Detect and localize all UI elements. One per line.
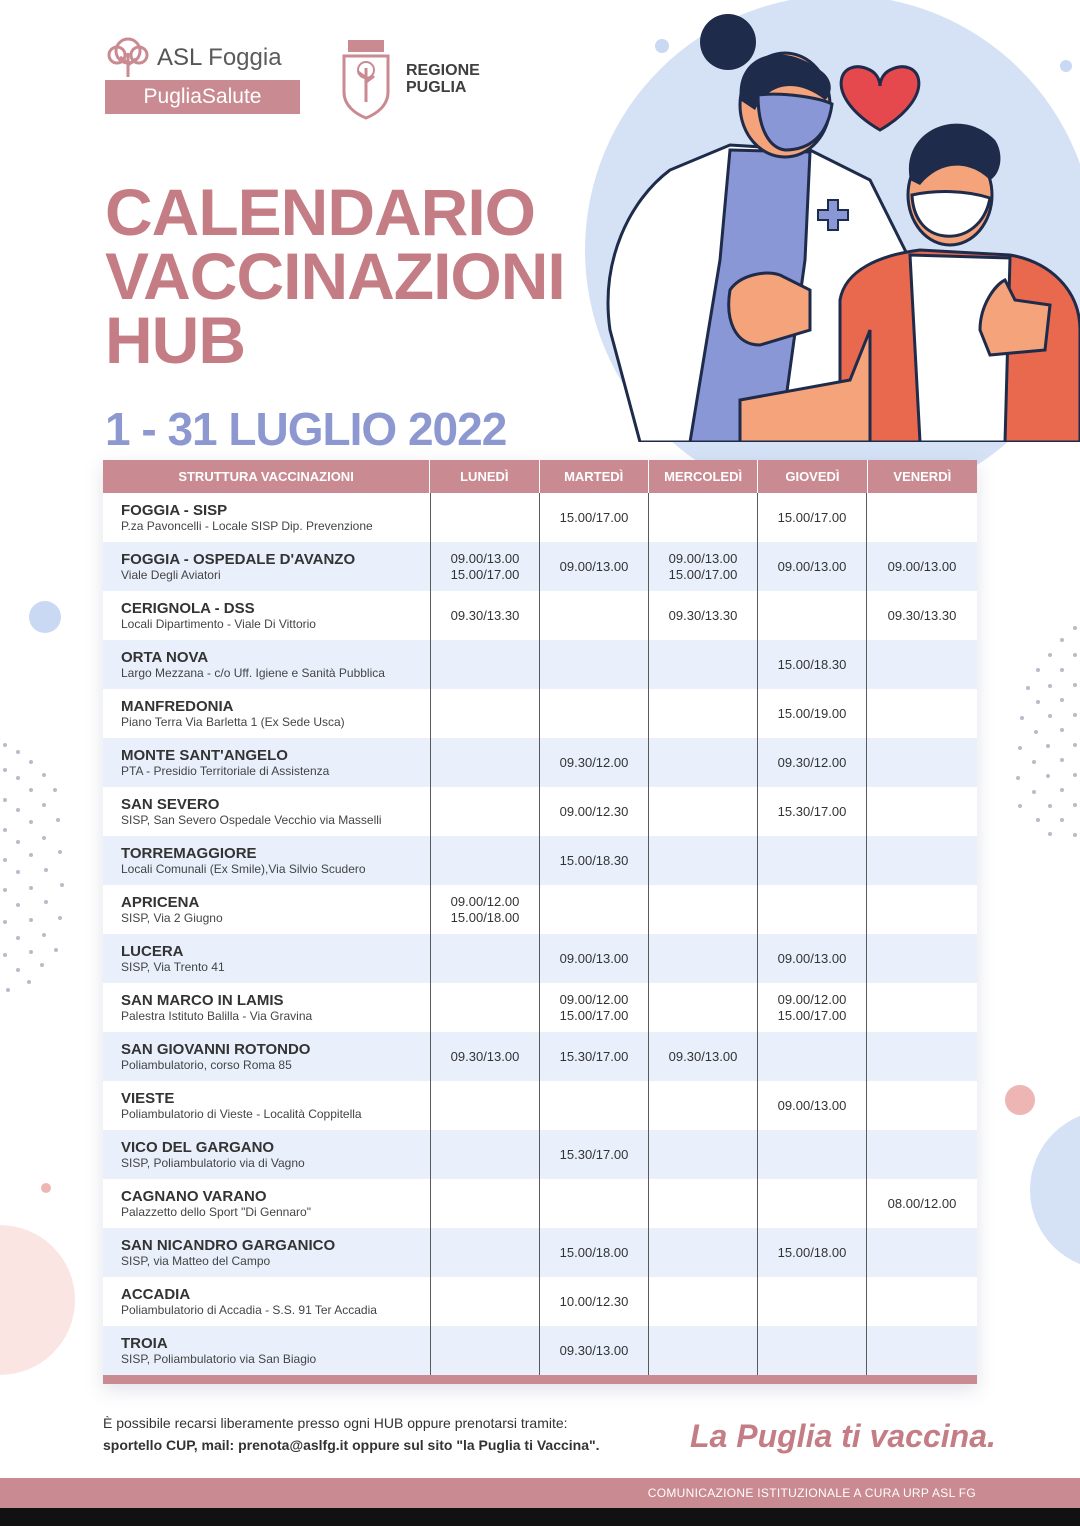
page-title [105,175,565,377]
site-cell [103,934,431,983]
day-cell [540,836,649,885]
day-cell [540,738,649,787]
site-cell [103,885,431,934]
day-cell [540,689,649,738]
time-slot: 09.30/13.00 [559,1342,629,1358]
site-address: Poliambulatorio di Accadia - S.S. 91 Ter Accadia [121,1302,377,1317]
day-cell [431,836,540,885]
time-slot: 08.00/12.00 [887,1195,957,1211]
day-cell [867,1228,977,1277]
site-name: VICO DEL GARGANO [121,1138,275,1156]
day-cell [540,983,649,1032]
site-address: Poliambulatorio di Vieste - Località Coppitella [121,1106,362,1121]
site-name: APRICENA [121,893,200,911]
site-cell [103,1326,431,1375]
table-row [103,493,977,542]
table-row [103,836,977,885]
day-cell [758,885,867,934]
time-slot: 15.00/17.00 [668,566,738,582]
site-address: SISP, Poliambulatorio via di Vagno [121,1155,305,1170]
day-cell [649,1228,758,1277]
site-name: MONTE SANT'ANGELO [121,746,288,764]
day-cell [867,836,977,885]
site-name: TORREMAGGIORE [121,844,257,862]
site-name: FOGGIA - SISP [121,501,228,519]
day-cell [431,1277,540,1326]
day-cell [431,689,540,738]
day-cell [431,738,540,787]
title-line3: HUB [105,303,245,377]
table-row [103,1228,977,1277]
day-cell [758,787,867,836]
table-body [103,493,977,1375]
puglia-salute-bar: PugliaSalute [105,80,300,114]
site-address: P.za Pavoncelli - Locale SISP Dip. Prevenzione [121,518,373,533]
table-row [103,934,977,983]
site-address: Locali Dipartimento - Viale Di Vittorio [121,616,316,631]
day-cell [649,1326,758,1375]
day-cell [540,1326,649,1375]
time-slot: 15.30/17.00 [559,1146,629,1162]
day-cell [867,640,977,689]
site-name: CAGNANO VARANO [121,1187,267,1205]
day-cell [649,640,758,689]
time-slot: 09.00/13.00 [450,550,520,566]
site-name: VIESTE [121,1089,175,1107]
site-address: Palazzetto dello Sport "Di Gennaro" [121,1204,311,1219]
table-row [103,591,977,640]
day-cell [540,1228,649,1277]
day-cell [649,738,758,787]
time-slot: 09.00/13.00 [777,950,847,966]
day-cell [867,542,977,591]
note-line1: È possibile recarsi liberamente presso ogni HUB oppure prenotarsi tramite: [103,1415,568,1431]
time-slot: 15.00/18.00 [559,1244,629,1260]
table-row [103,983,977,1032]
table-row [103,1326,977,1375]
time-slot: 09.30/13.00 [668,1048,738,1064]
time-slot: 15.00/17.00 [777,509,847,525]
time-slot: 09.00/12.00 [777,991,847,1007]
day-cell [867,1277,977,1326]
site-name: FOGGIA - OSPEDALE D'AVANZO [121,550,356,568]
day-cell [867,1081,977,1130]
day-cell [649,591,758,640]
header-mercoledi: MERCOLEDÌ [649,460,758,493]
site-address: SISP, via Matteo del Campo [121,1253,271,1268]
time-slot: 09.30/13.30 [887,607,957,623]
time-slot: 09.00/12.00 [450,893,520,909]
day-cell [649,836,758,885]
pink-circle-left [0,1225,75,1375]
day-cell [431,591,540,640]
day-cell [540,640,649,689]
day-cell [540,1130,649,1179]
table-row [103,1179,977,1228]
time-slot: 15.00/18.00 [777,1244,847,1260]
time-slot: 09.30/12.00 [777,754,847,770]
table-row [103,640,977,689]
site-cell [103,738,431,787]
time-slot: 09.00/13.00 [777,1097,847,1113]
site-name: ORTA NOVA [121,648,209,666]
site-name: SAN GIOVANNI ROTONDO [121,1040,311,1058]
day-cell [758,1179,867,1228]
pink-dot-left [41,1183,51,1193]
time-slot: 15.00/17.00 [559,1007,629,1023]
site-cell [103,1179,431,1228]
time-slot: 15.00/18.30 [777,656,847,672]
site-cell [103,787,431,836]
header-venerdi: VENERDÌ [868,460,977,493]
asl-logo-text: ASL Foggia [157,44,282,71]
site-cell [103,1032,431,1081]
site-cell [103,983,431,1032]
table-header [103,460,977,493]
day-cell [431,542,540,591]
header-giovedi: GIOVEDÌ [758,460,867,493]
doctor-hair-bun [700,14,756,70]
site-cell [103,640,431,689]
table-row [103,885,977,934]
pink-dot-right [1005,1085,1035,1115]
site-name: SAN MARCO IN LAMIS [121,991,284,1009]
site-name: ACCADIA [121,1285,191,1303]
site-address: Poliambulatorio, corso Roma 85 [121,1057,292,1072]
blue-dot-left [29,601,61,633]
time-slot: 15.00/17.00 [450,566,520,582]
day-cell [758,640,867,689]
day-cell [431,1179,540,1228]
regione-puglia-logo [340,38,480,120]
day-cell [649,787,758,836]
site-address: SISP, Poliambulatorio via San Biagio [121,1351,317,1366]
day-cell [649,885,758,934]
time-slot: 09.30/12.00 [559,754,629,770]
time-slot: 09.00/13.00 [668,550,738,566]
title-line1: CALENDARIO [105,175,535,249]
day-cell [867,1130,977,1179]
vaccination-illustration [580,0,1080,442]
day-cell [431,640,540,689]
day-cell [540,493,649,542]
site-address: SISP, Via Trento 41 [121,959,225,974]
day-cell [431,1032,540,1081]
day-cell [867,1179,977,1228]
site-name: LUCERA [121,942,184,960]
day-cell [649,1277,758,1326]
day-cell [540,1179,649,1228]
day-cell [649,1032,758,1081]
day-cell [758,1277,867,1326]
table-row [103,1277,977,1326]
day-cell [431,1326,540,1375]
note-line2: sportello CUP, mail: prenota@aslfg.it oppure sul sito "la Puglia ti Vaccina". [103,1437,600,1453]
time-slot: 09.30/13.30 [450,607,520,623]
day-cell [758,1032,867,1081]
day-cell [758,934,867,983]
site-cell [103,1130,431,1179]
day-cell [867,1032,977,1081]
site-address: Largo Mezzana - c/o Uff. Igiene e Sanità Pubblica [121,665,385,680]
table-row [103,1032,977,1081]
day-cell [540,934,649,983]
time-slot: 15.00/17.00 [559,509,629,525]
site-address: Piano Terra Via Barletta 1 (Ex Sede Usca) [121,714,345,729]
table-row [103,689,977,738]
day-cell [758,689,867,738]
day-cell [540,1032,649,1081]
day-cell [431,934,540,983]
site-cell [103,836,431,885]
blue-circle-right [1030,1110,1080,1270]
day-cell [431,787,540,836]
table-row [103,738,977,787]
day-cell [540,1277,649,1326]
day-cell [540,542,649,591]
site-address: Locali Comunali (Ex Smile),Via Silvio Scudero [121,861,366,876]
dot-pattern-right [1016,626,1077,837]
day-cell [431,983,540,1032]
day-cell [540,787,649,836]
time-slot: 09.00/12.00 [559,991,629,1007]
day-cell [540,1081,649,1130]
day-cell [758,591,867,640]
day-cell [867,983,977,1032]
regione-line1: REGIONE [406,62,480,79]
time-slot: 09.00/13.00 [887,558,957,574]
day-cell [649,493,758,542]
heart-icon [841,67,919,130]
day-cell [867,885,977,934]
footer-text: COMUNICAZIONE ISTITUZIONALE A CURA URP ASL FG [647,1486,976,1500]
day-cell [867,591,977,640]
day-cell [867,1326,977,1375]
site-name: TROIA [121,1334,168,1352]
table-row [103,542,977,591]
site-name: CERIGNOLA - DSS [121,599,255,617]
regione-crest-icon [340,38,392,120]
header-lunedi: LUNEDÌ [430,460,539,493]
site-cell [103,591,431,640]
time-slot: 15.00/17.00 [777,1007,847,1023]
day-cell [867,493,977,542]
day-cell [431,1081,540,1130]
day-cell [540,885,649,934]
site-cell [103,493,431,542]
time-slot: 15.00/19.00 [777,705,847,721]
header-struttura: STRUTTURA VACCINAZIONI [103,460,430,493]
time-slot: 15.00/18.30 [559,852,629,868]
day-cell [649,542,758,591]
table-row [103,1081,977,1130]
day-cell [649,1130,758,1179]
slogan: La Puglia ti vaccina. [690,1418,996,1454]
day-cell [649,689,758,738]
dot-pattern-left [3,743,64,992]
day-cell [758,836,867,885]
footer-bar [0,1478,1080,1508]
day-cell [758,493,867,542]
day-cell [867,689,977,738]
day-cell [758,738,867,787]
time-slot: 15.30/17.00 [559,1048,629,1064]
day-cell [649,1179,758,1228]
site-name: MANFREDONIA [121,697,234,715]
time-slot: 10.00/12.30 [559,1293,629,1309]
time-slot: 09.30/13.00 [450,1048,520,1064]
booking-note [103,1412,600,1456]
title-line2: VACCINAZIONI [105,239,565,313]
day-cell [758,1130,867,1179]
time-slot: 09.00/13.00 [777,558,847,574]
site-name: SAN NICANDRO GARGANICO [121,1236,336,1254]
day-cell [649,1081,758,1130]
day-cell [758,1081,867,1130]
time-slot: 09.00/13.00 [559,950,629,966]
tree-icon [105,37,151,79]
header-martedi: MARTEDÌ [540,460,649,493]
site-address: SISP, Via 2 Giugno [121,910,223,925]
doctor-mask [758,94,832,150]
site-address: PTA - Presidio Territoriale di Assistenza [121,763,330,778]
site-name: SAN SEVERO [121,795,220,813]
day-cell [431,885,540,934]
day-cell [540,591,649,640]
day-cell [649,983,758,1032]
site-address: Viale Degli Aviatori [121,567,221,582]
site-address: Palestra Istituto Balilla - Via Gravina [121,1008,313,1023]
time-slot: 09.00/12.30 [559,803,629,819]
table-bottom-bar [103,1375,977,1384]
day-cell [431,493,540,542]
period-dates: 1 - 31 LUGLIO 2022 [105,403,507,455]
time-slot: 09.30/13.30 [668,607,738,623]
day-cell [758,542,867,591]
site-cell [103,1228,431,1277]
time-slot: 09.00/13.00 [559,558,629,574]
day-cell [758,983,867,1032]
day-cell [867,738,977,787]
site-cell [103,542,431,591]
doctor-hand [729,273,810,345]
site-address: SISP, San Severo Ospedale Vecchio via Masselli [121,812,382,827]
day-cell [867,787,977,836]
site-cell [103,689,431,738]
day-cell [431,1228,540,1277]
day-cell [431,1130,540,1179]
regione-line2: PUGLIA [406,79,467,96]
day-cell [867,934,977,983]
asl-foggia-logo [105,36,300,114]
site-cell [103,1277,431,1326]
site-cell [103,1081,431,1130]
table-row [103,1130,977,1179]
schedule-table [103,460,977,1384]
day-cell [649,934,758,983]
day-cell [758,1228,867,1277]
time-slot: 15.00/18.00 [450,909,520,925]
time-slot: 15.30/17.00 [777,803,847,819]
day-cell [758,1326,867,1375]
bottom-edge [0,1508,1080,1526]
table-row [103,787,977,836]
